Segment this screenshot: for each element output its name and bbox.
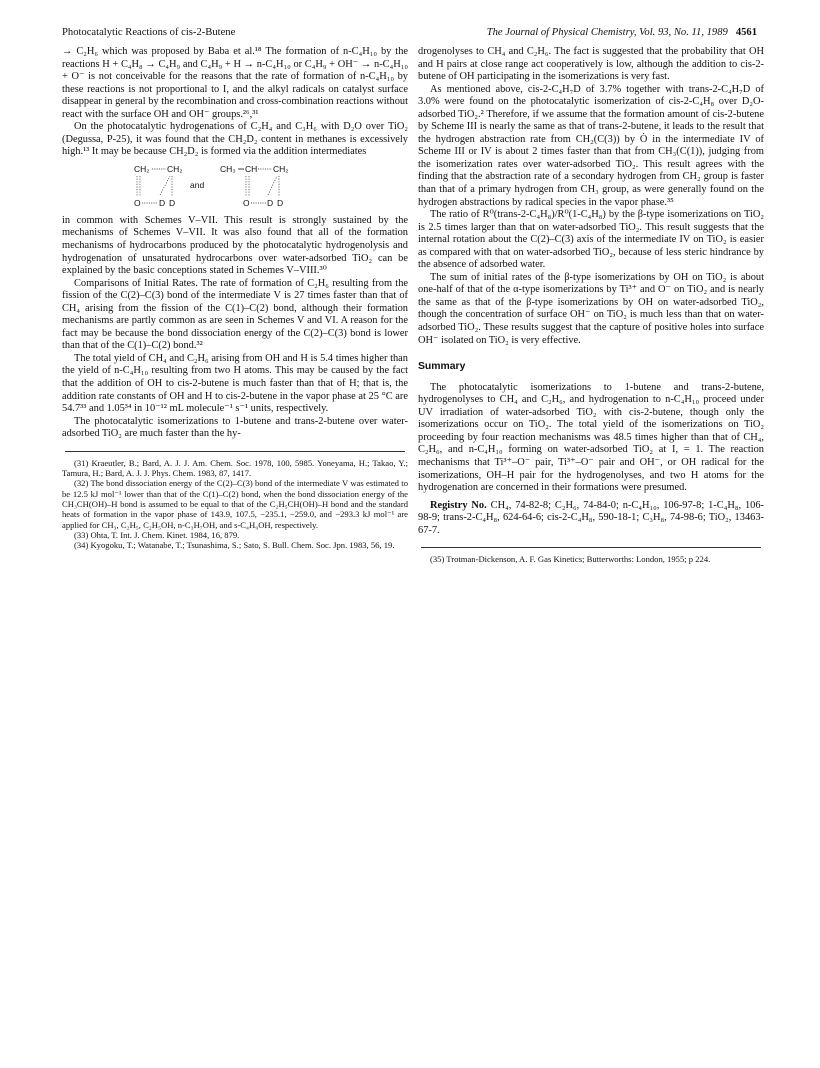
running-title: Photocatalytic Reactions of cis-2-Butene: [62, 27, 236, 38]
paragraph: The ratio of R⁰(trans-2-C₄H₈)/R⁰(1-C₄H₈) by the β-type isomerizations on TiO₂ is 2.5 times larger than that on water-adsorbed TiO₂. This result suggests that the internal rotation about the C(2)–C(3) axis of the intermediate IV on TiO₂ is easier as compared with that on water-adsorbed TiO₂, because of less steric hindrance by the absence of adsorbed water.: [418, 209, 764, 271]
scheme-ch: CH: [245, 163, 258, 174]
footnote-33: (33) Ohta, T. Int. J. Chem. Kinet. 1984, 16, 879.: [74, 529, 240, 540]
footnote-31: (31) Kraeutler, B.; Bard, A. J. J. Am. Chem. Soc. 1978, 100, 5985. Yoneyama, H.; Takao, Y.; Tamura, H.; Bard, A. J. J. Phys. Chem. 1983, 87, 1417.: [62, 457, 408, 479]
paragraph: in common with Schemes V–VII. This result is strongly sustained by the mechanisms of Schemes V–VII. It was also found that all of the formation mechanisms of hydrocarbons produced by the photocatalytic hydrogenolysis and hydrogenation of unsaturated hydrocarbons over water-adsorbed TiO₂ can be explained by the basic conceptions stated in Schemes V–VIII.³⁰: [62, 214, 408, 277]
journal-name: The Journal of Physical Chemistry, Vol. 93, No. 11, 1989: [486, 27, 728, 38]
scheme-and: and: [190, 179, 205, 190]
footnotes-right: [418, 554, 764, 564]
registry-label: Registry No.: [430, 499, 487, 511]
scheme-d-left: D: [159, 197, 166, 208]
scheme-ch2-right: CH₂: [167, 163, 183, 174]
footnote-32: (32) The bond dissociation energy of the C(2)–C(3) bond of the intermediate V was estimated to be 12.5 kJ mol⁻¹ lower than that of the C(1)–C(2) bond, when the bond dissociation energy of the CH₃CH(OH)–H bond is assumed to be equal to that of the C₂H₅CH(OH)–H bond and the standard heats of formation in the vapor phase of 143.9, 107.5, −235.1, −259.0, and −293.3 kJ mol⁻¹ are applied for CH₃, C₂H₅, C₂H₅OH, n-C₃H₇OH, and s-C₄H₉OH, respectively.: [62, 478, 408, 530]
paragraph: As mentioned above, cis-2-C₄H₇D of 3.7% together with trans-2-C₄H₇D of 3.0% were found on the photocatalytic isomerization of cis-2-C₄H₈ over D₂O-adsorbed TiO₂.² Therefore, if we assume that the formation amount of cis-2-butene by Scheme III is nearly the same as that of trans-2-butene, it leads to the result that the hydrogen abstraction rate from CH₂(C(3)) by Ȯ in the intermediate IV of Scheme III or IV is about 2 times faster than that from CH₃(C(1)), judging from the isomerization rates over water-adsorbed TiO₂. This result agrees with the finding that the abstraction rate of a secondary hydrogen from CH₂ group is faster than that of a primary hydrogen from CH₃ group, as were generally found on the hydrogen abstractions by radical species in the vapor phase.³⁵: [418, 83, 764, 208]
registry-text: CH₄, 74-82-8; C₂H₆, 74-84-0; n-C₄H₁₀, 106-97-8; 1-C₄H₈, 106-98-9; trans-2-C₄H₈, 624-64-6; cis-2-C₄H₈, 590-18-1; C₃H₈, 74-98-6; TiO₂, 13463-67-7.: [418, 499, 764, 536]
right-column: [418, 46, 764, 565]
scheme-d-right-2: D: [277, 197, 284, 208]
paragraph: The sum of initial rates of the β-type isomerizations by OH on TiO₂ is about one-half of that of the α-type isomerizations by Ti³⁺ and O⁻ on TiO₂ and is nearly the same as that of the β-type isomerizations by OH on water-adsorbed TiO₂, though the concentration of surface OH⁻ on TiO₂ is much less than that on water-adsorbed TiO₂. These results suggest that the capture of positive holes into surface OH⁻ isolated on TiO₂ is very effective.: [418, 271, 764, 346]
paragraph-continued: drogenolyses to CH₄ and C₂H₆. The fact is suggested that the probability that OH and H pairs at close range act cooperatively is low, although the addition to cis-2-butene of OH participating in the isomerizations is very fast.: [418, 46, 764, 83]
addition-intermediates-scheme: [62, 162, 408, 212]
footnote-rule-right: [421, 547, 761, 548]
scheme-o-right: O: [243, 197, 250, 208]
paragraph-initial-rates: Comparisons of Initial Rates. The rate of formation of C₂H₆ resulting from the fission of the C(2)–C(3) bond of the intermediate V is 27 times faster than that of CH₄ arising from the fission of the C(1)–C(2) bond, although their formation mechanisms are partly common as are seen in Schemes V and VI. A reason for the fact may be because the bond dissociation energy of the C(2)–C(3) bond is lower than that of the C(1)–C(2) bond.³²: [62, 277, 408, 352]
registry-numbers: [418, 500, 764, 538]
page-number: 4561: [735, 27, 757, 38]
footnote-35: (35) Trotman-Dickenson, A. F. Gas Kinetics; Butterworths: London, 1955; p 224.: [430, 554, 711, 565]
scheme-o-left: O: [134, 197, 141, 208]
scheme-d-left-2: D: [169, 197, 176, 208]
footnote-34: (34) Kyogoku, T.; Watanabe, T.; Tsunashima, S.; Sato, S. Bull. Chem. Soc. Jpn. 1983, 56, 19.: [74, 540, 395, 551]
paragraph: On the photocatalytic hydrogenations of C₂H₄ and C₃H₆ with D₂O over TiO₂ (Degussa, P-25), it was found that the CH₂D₂ content in methanes is excessively high.¹³ It may be because CH₂D₂ is formed via the addition intermediates: [62, 121, 408, 158]
paragraph-continued: → C₂H₆ which was proposed by Baba et al.¹⁸ The formation of n-C₄H₁₀ by the reactions H + C₄H₈ → C₄H₉ and C₄H₉ + H → n-C₄H₁₀ or C₄H₉ + OH⁻ → n-C₄H₁₀ + O⁻ is not conceivable for the reasons that the rate of formation of n-C₄H₁₀ by these reactions is not proportional to I, and the alkyl radicals on catalyst surface disappear in general by the recombination and cross-combination reactions without react with the surface OH and OH⁻ groups.²⁶,³¹: [62, 46, 408, 120]
scheme-d-right: D: [267, 197, 274, 208]
scheme-ch2-left: CH₂: [134, 163, 150, 174]
paragraph: The photocatalytic isomerizations to 1-butene and trans-2-butene over water-adsorbed TiO₂ are much faster than the hy-: [62, 415, 408, 440]
summary-heading: Summary: [418, 361, 466, 373]
scheme-ch2: CH₂: [273, 163, 289, 174]
footnotes-left: [62, 458, 408, 551]
intermediate-structures: [134, 162, 334, 212]
footnote-rule: [65, 451, 405, 452]
journal-citation: [487, 27, 757, 38]
paragraph: The total yield of CH₄ and C₂H₆ arising from OH and H is 5.4 times higher than the yield of n-C₄H₁₀ resulting from two H atoms. This may be caused by the fact that the addition of OH to cis-2-butene is much faster than that of H; that is, the addition rate constants of OH and H to cis-2-butene in the vapor phase at 25 °C are 54.7³³ and 1.05³⁴ in 10⁻¹² mL molecule⁻¹ s⁻¹ units, respectively.: [62, 352, 408, 415]
left-column: [62, 46, 408, 550]
scheme-ch3: CH₃: [220, 163, 236, 174]
summary-paragraph: The photocatalytic isomerizations to 1-butene and trans-2-butene, hydrogenolyses to CH₄ and C₂H₆, and hydrogenation to n-C₄H₁₀ proceed under UV irradiation of water-adsorbed TiO₂ with cis-2-butene, though only the isomerizations occur on TiO₂. The total yield of the isomerizations on TiO₂ proceeding by four reaction mechanisms was 48.5 times higher than that of CH₄, C₂H₆, and n-C₄H₁₀ forming on water-adsorbed TiO₂ at I, = 1. The reaction mechanisms that Ti³⁺–O⁻ pair, Ti³⁺–O⁻ pair and OH⁻, or OH radical for the isomerizations, OH–H pair for the hydrogenolyses, and two H atoms for the hydrogenation are concerned in their formations were presumed.: [418, 381, 764, 494]
